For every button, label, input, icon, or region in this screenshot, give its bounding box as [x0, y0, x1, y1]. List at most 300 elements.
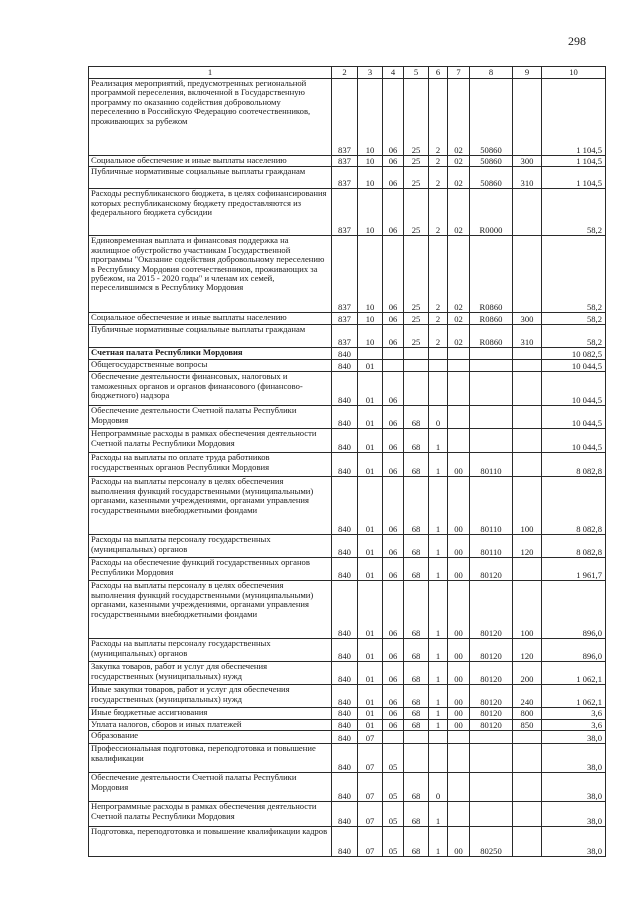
direction-cell [470, 406, 513, 429]
subprogram-cell [429, 360, 448, 372]
event-cell: 02 [448, 167, 470, 189]
section-cell: 01 [358, 719, 383, 730]
event-cell: 00 [448, 453, 470, 477]
expense-type-cell: 800 [513, 708, 542, 719]
header-cell: 2 [332, 67, 358, 79]
subprogram-cell: 1 [429, 535, 448, 558]
subprogram-cell: 2 [429, 313, 448, 325]
subsection-cell: 06 [383, 535, 404, 558]
admin-code-cell: 840 [332, 453, 358, 477]
direction-cell [470, 360, 513, 372]
header-cell: 10 [542, 67, 606, 79]
row-name-cell: Уплата налогов, сборов и иных платежей [89, 719, 332, 730]
expense-type-cell [513, 372, 542, 406]
event-cell: 02 [448, 79, 470, 156]
row-name-cell: Закупка товаров, работ и услуг для обеспечения государственных (муниципальных) нужд [89, 662, 332, 685]
header-cell: 9 [513, 67, 542, 79]
admin-code-cell: 840 [332, 827, 358, 857]
amount-cell: 3,6 [542, 708, 606, 719]
subsection-cell: 05 [383, 802, 404, 827]
subsection-cell: 06 [383, 167, 404, 189]
row-name-cell: Общегосударственные вопросы [89, 360, 332, 372]
direction-cell: 80120 [470, 639, 513, 662]
subsection-cell: 06 [383, 156, 404, 167]
amount-cell: 1 961,7 [542, 558, 606, 581]
subprogram-cell [429, 348, 448, 360]
subsection-cell: 06 [383, 477, 404, 535]
table-row [89, 731, 606, 744]
subsection-cell: 06 [383, 372, 404, 406]
event-cell: 00 [448, 535, 470, 558]
direction-cell: 50860 [470, 156, 513, 167]
subprogram-cell: 1 [429, 453, 448, 477]
program-cell: 68 [404, 535, 429, 558]
row-name-cell: Иные закупки товаров, работ и услуг для обеспечения государственных (муниципальных) нужд [89, 685, 332, 708]
event-cell [448, 348, 470, 360]
direction-cell: 80110 [470, 535, 513, 558]
direction-cell: 80110 [470, 477, 513, 535]
subprogram-cell: 1 [429, 581, 448, 639]
expense-type-cell: 200 [513, 662, 542, 685]
admin-code-cell: 840 [332, 685, 358, 708]
event-cell [448, 744, 470, 773]
subsection-cell [383, 731, 404, 744]
subsection-cell: 06 [383, 453, 404, 477]
section-cell: 10 [358, 236, 383, 313]
amount-cell: 10 044,5 [542, 429, 606, 453]
table-row [89, 156, 606, 167]
program-cell [404, 360, 429, 372]
expense-type-cell [513, 79, 542, 156]
table-row [89, 719, 606, 730]
subsection-cell: 06 [383, 429, 404, 453]
expense-type-cell: 120 [513, 535, 542, 558]
admin-code-cell: 840 [332, 429, 358, 453]
section-cell: 01 [358, 639, 383, 662]
section-cell: 01 [358, 662, 383, 685]
admin-code-cell: 837 [332, 189, 358, 236]
event-cell: 00 [448, 639, 470, 662]
row-name-cell: Расходы на выплаты персоналу в целях обеспечения выполнения функций государственными (муниципальными) органами, казенными учреждениями, органами управления государственными внебюджетными фондами [89, 581, 332, 639]
program-cell: 68 [404, 453, 429, 477]
row-name-cell: Образование [89, 731, 332, 744]
table-row [89, 581, 606, 639]
subsection-cell: 05 [383, 773, 404, 802]
amount-cell: 10 044,5 [542, 406, 606, 429]
expense-type-cell: 300 [513, 313, 542, 325]
admin-code-cell: 837 [332, 325, 358, 348]
header-cell: 4 [383, 67, 404, 79]
table-row [89, 453, 606, 477]
event-cell: 00 [448, 708, 470, 719]
subprogram-cell: 1 [429, 827, 448, 857]
admin-code-cell: 837 [332, 167, 358, 189]
subprogram-cell: 0 [429, 406, 448, 429]
table-row [89, 685, 606, 708]
event-cell: 02 [448, 236, 470, 313]
direction-cell [470, 802, 513, 827]
section-cell: 01 [358, 581, 383, 639]
amount-cell: 1 104,5 [542, 79, 606, 156]
direction-cell: R0860 [470, 313, 513, 325]
direction-cell [470, 429, 513, 453]
subsection-cell: 05 [383, 827, 404, 857]
admin-code-cell: 840 [332, 773, 358, 802]
row-name-cell: Расходы на выплаты по оплате труда работников государственных органов Республики Мордовия [89, 453, 332, 477]
row-name-cell: Социальное обеспечение и иные выплаты населению [89, 156, 332, 167]
admin-code-cell: 840 [332, 639, 358, 662]
expense-type-cell: 120 [513, 639, 542, 662]
admin-code-cell: 840 [332, 558, 358, 581]
amount-cell: 8 082,8 [542, 477, 606, 535]
admin-code-cell: 840 [332, 744, 358, 773]
section-cell [358, 348, 383, 360]
amount-cell: 3,6 [542, 719, 606, 730]
event-cell [448, 773, 470, 802]
direction-cell [470, 744, 513, 773]
table-row [89, 708, 606, 719]
subprogram-cell: 2 [429, 325, 448, 348]
expense-type-cell [513, 453, 542, 477]
table-row [89, 639, 606, 662]
section-cell: 01 [358, 685, 383, 708]
header-cell: 8 [470, 67, 513, 79]
event-cell [448, 802, 470, 827]
subprogram-cell: 1 [429, 662, 448, 685]
direction-cell: 80120 [470, 719, 513, 730]
program-cell: 25 [404, 167, 429, 189]
event-cell: 02 [448, 313, 470, 325]
event-cell: 02 [448, 156, 470, 167]
table-row [89, 348, 606, 360]
section-cell: 01 [358, 708, 383, 719]
subprogram-cell: 1 [429, 558, 448, 581]
header-cell: 7 [448, 67, 470, 79]
program-cell: 68 [404, 773, 429, 802]
expense-type-cell: 100 [513, 477, 542, 535]
direction-cell: 80250 [470, 827, 513, 857]
subsection-cell: 06 [383, 406, 404, 429]
admin-code-cell: 837 [332, 79, 358, 156]
row-name-cell: Подготовка, переподготовка и повышение квалификации кадров [89, 827, 332, 857]
admin-code-cell: 840 [332, 360, 358, 372]
subprogram-cell: 2 [429, 236, 448, 313]
event-cell: 00 [448, 558, 470, 581]
section-cell: 01 [358, 406, 383, 429]
section-cell: 07 [358, 731, 383, 744]
table-row [89, 558, 606, 581]
program-cell: 68 [404, 581, 429, 639]
section-cell: 10 [358, 79, 383, 156]
event-cell: 00 [448, 685, 470, 708]
expense-type-cell [513, 236, 542, 313]
subprogram-cell: 1 [429, 708, 448, 719]
admin-code-cell: 840 [332, 406, 358, 429]
program-cell [404, 348, 429, 360]
admin-code-cell: 840 [332, 719, 358, 730]
admin-code-cell: 840 [332, 372, 358, 406]
admin-code-cell: 840 [332, 477, 358, 535]
direction-cell: 80120 [470, 581, 513, 639]
table-row [89, 360, 606, 372]
subsection-cell: 06 [383, 325, 404, 348]
expense-type-cell [513, 827, 542, 857]
expense-type-cell [513, 348, 542, 360]
amount-cell: 1 062,1 [542, 662, 606, 685]
admin-code-cell: 837 [332, 313, 358, 325]
table-row [89, 477, 606, 535]
program-cell: 68 [404, 719, 429, 730]
amount-cell: 38,0 [542, 731, 606, 744]
subsection-cell: 06 [383, 719, 404, 730]
table-row [89, 535, 606, 558]
subsection-cell: 06 [383, 581, 404, 639]
section-cell: 10 [358, 156, 383, 167]
direction-cell [470, 348, 513, 360]
direction-cell: 80120 [470, 685, 513, 708]
section-cell: 01 [358, 372, 383, 406]
amount-cell: 896,0 [542, 581, 606, 639]
event-cell [448, 731, 470, 744]
event-cell: 00 [448, 719, 470, 730]
row-name-cell: Обеспечение деятельности финансовых, налоговых и таможенных органов и органов финансового (финансово-бюджетного) надзора [89, 372, 332, 406]
program-cell: 68 [404, 429, 429, 453]
amount-cell: 896,0 [542, 639, 606, 662]
row-name-cell: Расходы на выплаты персоналу государственных (муниципальных) органов [89, 639, 332, 662]
subsection-cell: 06 [383, 313, 404, 325]
program-cell: 68 [404, 406, 429, 429]
subprogram-cell: 1 [429, 685, 448, 708]
event-cell [448, 360, 470, 372]
subprogram-cell: 2 [429, 79, 448, 156]
row-name-cell: Расходы на выплаты персоналу государственных (муниципальных) органов [89, 535, 332, 558]
amount-cell: 10 082,5 [542, 348, 606, 360]
direction-cell: R0860 [470, 325, 513, 348]
admin-code-cell: 840 [332, 348, 358, 360]
page-number: 298 [568, 34, 586, 48]
admin-code-cell: 840 [332, 535, 358, 558]
amount-cell: 38,0 [542, 744, 606, 773]
event-cell: 00 [448, 662, 470, 685]
row-name-cell: Счетная палата Республики Мордовия [89, 348, 332, 360]
row-name-cell: Обеспечение деятельности Счетной палаты Республики Мордовия [89, 773, 332, 802]
header-cell: 3 [358, 67, 383, 79]
row-name-cell: Социальное обеспечение и иные выплаты населению [89, 313, 332, 325]
section-cell: 07 [358, 773, 383, 802]
expense-type-cell: 100 [513, 581, 542, 639]
amount-cell: 1 104,5 [542, 167, 606, 189]
event-cell: 00 [448, 581, 470, 639]
direction-cell: 50860 [470, 167, 513, 189]
admin-code-cell: 837 [332, 156, 358, 167]
subprogram-cell [429, 372, 448, 406]
event-cell [448, 429, 470, 453]
amount-cell: 38,0 [542, 827, 606, 857]
amount-cell: 8 082,8 [542, 453, 606, 477]
section-cell: 07 [358, 744, 383, 773]
direction-cell: 50860 [470, 79, 513, 156]
program-cell: 25 [404, 313, 429, 325]
expense-type-cell [513, 360, 542, 372]
table-header-row [89, 67, 606, 79]
expense-type-cell [513, 744, 542, 773]
subprogram-cell: 1 [429, 477, 448, 535]
row-name-cell: Профессиональная подготовка, переподготовка и повышение квалификации [89, 744, 332, 773]
event-cell: 00 [448, 477, 470, 535]
table-row [89, 79, 606, 156]
section-cell: 01 [358, 477, 383, 535]
subsection-cell [383, 360, 404, 372]
subsection-cell [383, 348, 404, 360]
program-cell: 68 [404, 639, 429, 662]
admin-code-cell: 840 [332, 662, 358, 685]
program-cell: 68 [404, 558, 429, 581]
amount-cell: 10 044,5 [542, 372, 606, 406]
expense-type-cell: 240 [513, 685, 542, 708]
subprogram-cell: 2 [429, 156, 448, 167]
amount-cell: 38,0 [542, 773, 606, 802]
table-row [89, 236, 606, 313]
expense-type-cell [513, 558, 542, 581]
subsection-cell: 06 [383, 639, 404, 662]
expense-type-cell: 850 [513, 719, 542, 730]
expense-type-cell [513, 773, 542, 802]
expense-type-cell: 310 [513, 325, 542, 348]
admin-code-cell: 840 [332, 708, 358, 719]
subsection-cell: 06 [383, 662, 404, 685]
row-name-cell: Публичные нормативные социальные выплаты гражданам [89, 167, 332, 189]
row-name-cell: Расходы республиканского бюджета, в целях софинансирования которых республиканскому бюджету предоставляются из федерального бюджета субсидии [89, 189, 332, 236]
subprogram-cell: 2 [429, 167, 448, 189]
subprogram-cell: 1 [429, 719, 448, 730]
table-row [89, 372, 606, 406]
table-row [89, 802, 606, 827]
row-name-cell: Расходы на обеспечение функций государственных органов Республики Мордовия [89, 558, 332, 581]
subprogram-cell: 1 [429, 429, 448, 453]
table-row [89, 662, 606, 685]
header-cell: 6 [429, 67, 448, 79]
event-cell: 02 [448, 189, 470, 236]
amount-cell: 58,2 [542, 189, 606, 236]
section-cell: 01 [358, 360, 383, 372]
program-cell: 25 [404, 156, 429, 167]
event-cell: 02 [448, 325, 470, 348]
direction-cell [470, 773, 513, 802]
direction-cell: 80120 [470, 708, 513, 719]
admin-code-cell: 840 [332, 731, 358, 744]
section-cell: 01 [358, 429, 383, 453]
expense-type-cell [513, 731, 542, 744]
direction-cell [470, 372, 513, 406]
table-row [89, 189, 606, 236]
program-cell: 25 [404, 79, 429, 156]
expense-type-cell: 300 [513, 156, 542, 167]
section-cell: 10 [358, 325, 383, 348]
row-name-cell: Иные бюджетные ассигнования [89, 708, 332, 719]
subprogram-cell: 1 [429, 802, 448, 827]
table-row [89, 773, 606, 802]
direction-cell: 80110 [470, 453, 513, 477]
row-name-cell: Непрограммные расходы в рамках обеспечения деятельности Счетной палаты Республики Мордовия [89, 802, 332, 827]
section-cell: 07 [358, 802, 383, 827]
expense-type-cell: 310 [513, 167, 542, 189]
direction-cell: R0000 [470, 189, 513, 236]
subsection-cell: 05 [383, 744, 404, 773]
table-row [89, 325, 606, 348]
subsection-cell: 06 [383, 189, 404, 236]
row-name-cell: Обеспечение деятельности Счетной палаты Республики Мордовия [89, 406, 332, 429]
program-cell: 68 [404, 827, 429, 857]
amount-cell: 1 104,5 [542, 156, 606, 167]
direction-cell: 80120 [470, 662, 513, 685]
program-cell: 25 [404, 236, 429, 313]
subprogram-cell: 1 [429, 639, 448, 662]
subsection-cell: 06 [383, 79, 404, 156]
header-cell: 1 [89, 67, 332, 79]
admin-code-cell: 840 [332, 802, 358, 827]
program-cell: 68 [404, 708, 429, 719]
section-cell: 07 [358, 827, 383, 857]
table-row [89, 827, 606, 857]
subsection-cell: 06 [383, 558, 404, 581]
section-cell: 01 [358, 558, 383, 581]
row-name-cell: Непрограммные расходы в рамках обеспечения деятельности Счетной палаты Республики Мордовия [89, 429, 332, 453]
table-row [89, 313, 606, 325]
program-cell [404, 731, 429, 744]
expense-type-cell [513, 802, 542, 827]
program-cell: 68 [404, 477, 429, 535]
expense-type-cell [513, 429, 542, 453]
program-cell: 68 [404, 662, 429, 685]
subprogram-cell: 0 [429, 773, 448, 802]
header-cell: 5 [404, 67, 429, 79]
amount-cell: 10 044,5 [542, 360, 606, 372]
amount-cell: 58,2 [542, 313, 606, 325]
subsection-cell: 06 [383, 685, 404, 708]
amount-cell: 8 082,8 [542, 535, 606, 558]
program-cell [404, 372, 429, 406]
program-cell: 68 [404, 802, 429, 827]
subprogram-cell [429, 731, 448, 744]
program-cell: 25 [404, 325, 429, 348]
amount-cell: 58,2 [542, 325, 606, 348]
row-name-cell: Единовременная выплата и финансовая поддержка на жилищное обустройство участникам Государственной программы "Оказание содействия добровольному переселению в Республику Мордовия соотечественников, проживающих за рубежом, на 2015 - 2020 годы" и членам их семей, переселившимся в Республику Мордовия [89, 236, 332, 313]
row-name-cell: Реализация мероприятий, предусмотренных региональной программой переселения, включенной в Государственную программу по оказанию содействия добровольному переселению в Российскую Федерацию соотечественников, проживающих за рубежом [89, 79, 332, 156]
admin-code-cell: 837 [332, 236, 358, 313]
event-cell [448, 372, 470, 406]
subprogram-cell: 2 [429, 189, 448, 236]
subprogram-cell [429, 744, 448, 773]
section-cell: 01 [358, 453, 383, 477]
table-row [89, 429, 606, 453]
program-cell [404, 744, 429, 773]
amount-cell: 1 062,1 [542, 685, 606, 708]
section-cell: 01 [358, 535, 383, 558]
direction-cell: 80120 [470, 558, 513, 581]
program-cell: 68 [404, 685, 429, 708]
subsection-cell: 06 [383, 236, 404, 313]
direction-cell [470, 731, 513, 744]
row-name-cell: Публичные нормативные социальные выплаты гражданам [89, 325, 332, 348]
table-row [89, 744, 606, 773]
expense-type-cell [513, 189, 542, 236]
budget-table [88, 66, 606, 857]
direction-cell: R0860 [470, 236, 513, 313]
section-cell: 10 [358, 189, 383, 236]
subsection-cell: 06 [383, 708, 404, 719]
section-cell: 10 [358, 167, 383, 189]
admin-code-cell: 840 [332, 581, 358, 639]
